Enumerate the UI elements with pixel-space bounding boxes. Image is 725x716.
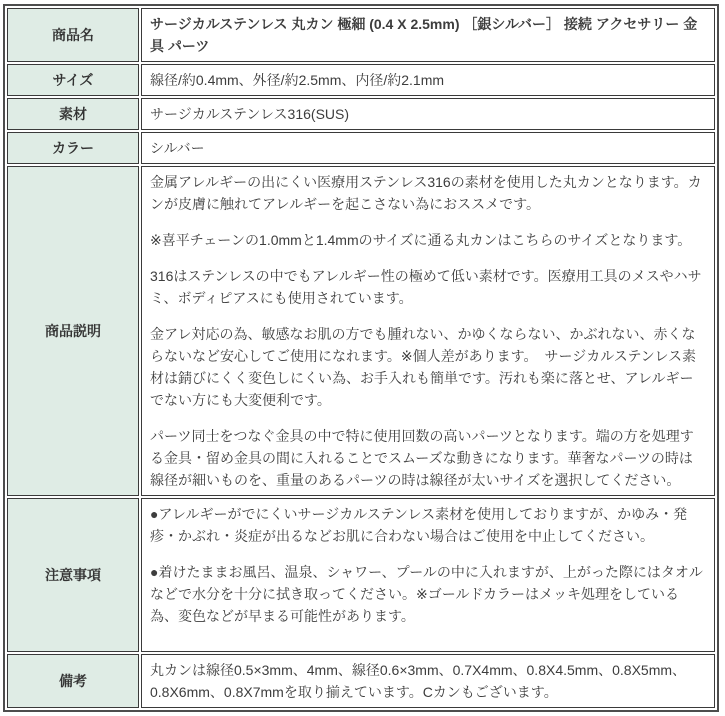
spec-row-value-color bbox=[141, 132, 715, 164]
spec-row-value-product-name bbox=[141, 8, 715, 62]
spec-row-label-material: 素材 bbox=[7, 98, 139, 130]
spec-paragraph: ●着けたままお風呂、温泉、シャワー、プールの中に入れますが、上がった際にはタオルなどで水分を十分に拭き取ってください。※ゴールドカラーはメッキ処理をしている為、変色などが早まる可能性があります。 bbox=[150, 564, 703, 624]
spec-row-color bbox=[7, 132, 715, 164]
spec-paragraph: ●アレルギーがでにくいサージカルステンレス素材を使用しておりますが、かゆみ・発疹・かぶれ・炎症が出るなどお肌に合わない場合はご使用を中止してください。 bbox=[150, 506, 688, 544]
spec-row-precautions bbox=[7, 498, 715, 652]
spec-paragraph: 316はステンレスの中でもアレルギー性の極めて低い素材です。医療用工具のメスやハサミ、ボディピアスにも使用されています。 bbox=[150, 268, 702, 306]
spec-paragraph: 金属アレルギーの出にくい医療用ステンレス316の素材を使用した丸カンとなります。カンが皮膚に触れてアレルギーを起こさない為におススメです。 bbox=[150, 174, 702, 212]
spec-paragraph: 金アレ対応の為、敏感なお肌の方でも腫れない、かゆくならない、かぶれない、赤くならないなど安心してご使用になれます。※個人差があります。 サージカルステンレス素材は錆びにくく変色しにくい為、お手入れも簡単です。汚れも楽に落とせ、アレルギーでない方にも大変便利です。 bbox=[150, 326, 697, 408]
spec-row-label-product-name: 商品名 bbox=[7, 8, 139, 62]
spec-row-label-remarks: 備考 bbox=[7, 654, 139, 708]
spec-paragraph: サージカルステンレス 丸カン 極細 (0.4 X 2.5mm) ［銀シルバー］ 接続 アクセサリー 金具 パーツ bbox=[150, 16, 698, 54]
spec-row-material bbox=[7, 98, 715, 130]
spec-row-label-description: 商品説明 bbox=[7, 166, 139, 496]
spec-row-product-name bbox=[7, 8, 715, 62]
spec-row-size bbox=[7, 64, 715, 96]
product-spec-table-body bbox=[7, 8, 715, 708]
spec-row-value-precautions bbox=[141, 498, 715, 652]
spec-row-label-color: カラー bbox=[7, 132, 139, 164]
spec-row-value-material bbox=[141, 98, 715, 130]
spec-row-label-size: サイズ bbox=[7, 64, 139, 96]
spec-row-description bbox=[7, 166, 715, 496]
spec-paragraph: 丸カンは線径0.5×3mm、4mm、線径0.6×3mm、0.7X4mm、0.8X4.5mm、0.8X5mm、0.8X6mm、0.8X7mmを取り揃えています。Cカンもございます。 bbox=[150, 662, 687, 700]
spec-row-value-description bbox=[141, 166, 715, 496]
product-spec-table bbox=[3, 4, 719, 712]
spec-paragraph: シルバー bbox=[150, 140, 205, 156]
spec-paragraph: ※喜平チェーンの1.0mmと1.4mmのサイズに通る丸カンはこちらのサイズとなります。 bbox=[150, 232, 692, 248]
spec-row-label-precautions: 注意事項 bbox=[7, 498, 139, 652]
spec-row-value-size bbox=[141, 64, 715, 96]
spec-paragraph: パーツ同士をつなぐ金具の中で特に使用回数の高いパーツとなります。端の方を処理する金具・留め金具の間に入れることでスムーズな動きになります。華奢なパーツの時は線径が細いものを、重量のあるパーツの時は線径が太いサイズを選択してください。 bbox=[150, 428, 694, 488]
spec-paragraph: 線径/約0.4mm、外径/約2.5mm、内径/約2.1mm bbox=[150, 72, 445, 88]
spec-row-remarks bbox=[7, 654, 715, 708]
spec-row-value-remarks bbox=[141, 654, 715, 708]
spec-paragraph: サージカルステンレス316(SUS) bbox=[150, 106, 350, 122]
